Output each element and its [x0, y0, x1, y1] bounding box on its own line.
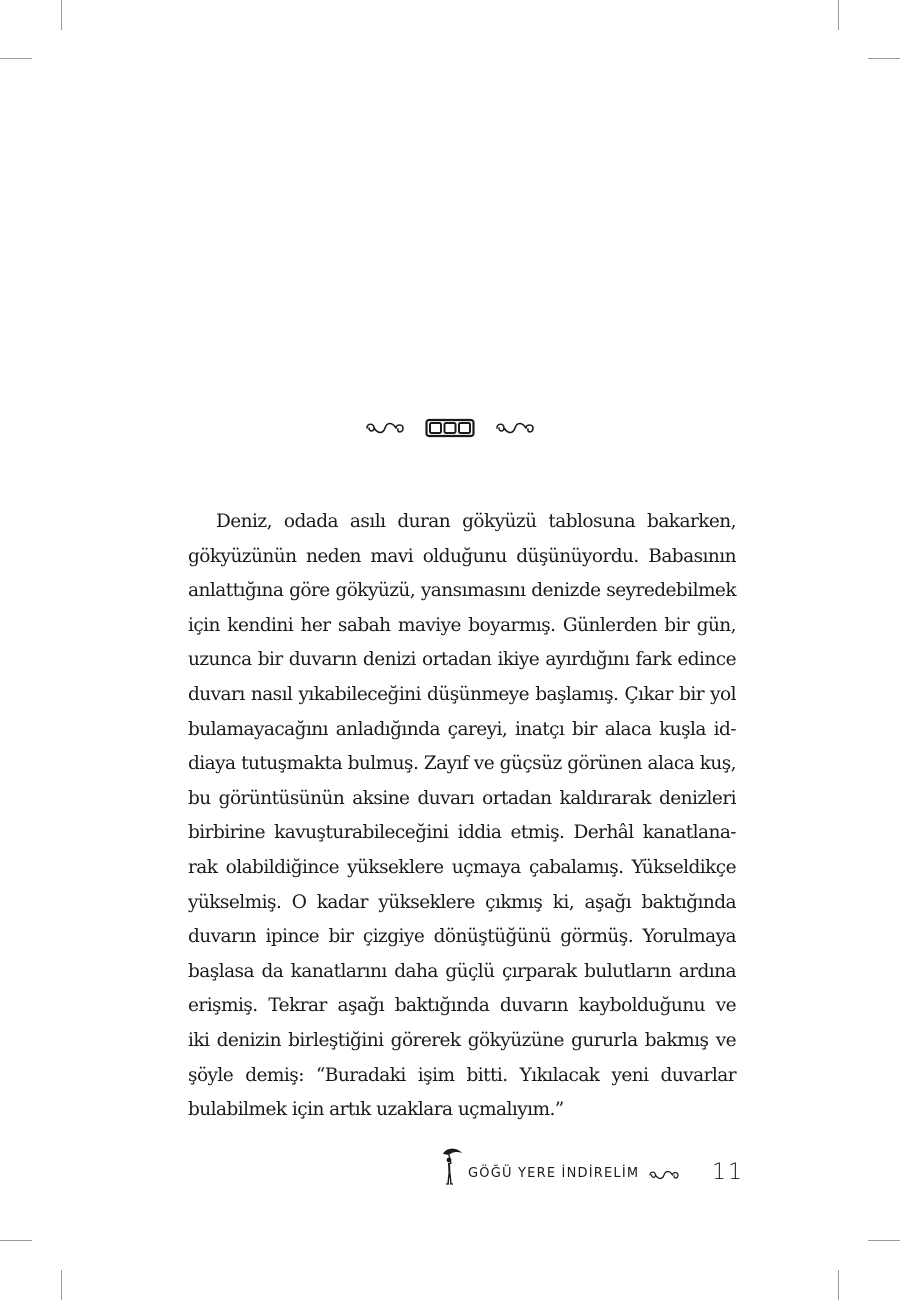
paragraph-line: bulabilmek için artık uzaklara uçmalıyım.”	[188, 1099, 564, 1121]
paragraph-line: Deniz, odada asılı duran gökyüzü tablosuna bakarken,	[216, 511, 736, 532]
page-number: 11	[712, 1160, 744, 1185]
paragraph-line: gökyüzünün neden mavi olduğunu düşünüyordu. Babasının	[188, 545, 736, 567]
paragraph-line: duvarı nasıl yıkabileceğini düşünmeye başlamış. Çıkar bir yol	[188, 683, 736, 705]
paragraph-line: birbirine kavuşturabileceğini iddia etmiş. Derhâl kanatlana-	[188, 822, 736, 844]
paragraph-line: iki denizin birleştiğini görerek gökyüzüne gururla bakmış ve	[188, 1029, 736, 1051]
crop-mark-top-right-vertical	[838, 0, 839, 30]
crop-mark-top-right-horizontal	[868, 58, 900, 59]
story-paragraph	[188, 505, 736, 1128]
crop-mark-top-left-vertical	[61, 0, 62, 30]
crop-mark-top-left-horizontal	[0, 58, 32, 59]
paragraph-line: anlattığına göre gökyüzü, yansımasını denizde seyredebilmek	[188, 580, 736, 602]
swirl-icon	[363, 419, 407, 437]
crop-mark-bottom-right-horizontal	[868, 1240, 900, 1241]
paragraph-line: diaya tutuşmakta bulmuş. Zayıf ve güçsüz görünen alaca kuş,	[188, 753, 736, 775]
section-ornament	[0, 418, 900, 438]
swirl-icon	[493, 419, 537, 437]
running-title: GÖĞÜ YERE İNDİRELİM	[468, 1166, 640, 1181]
paragraph-line: erişmiş. Tekrar aşağı baktığında duvarın kaybolduğunu ve	[188, 995, 736, 1017]
crop-mark-bottom-left-vertical	[61, 1270, 62, 1300]
paragraph-line: başlasa da kanatlarını daha güçlü çırparak bulutların ardına	[188, 960, 736, 982]
paragraph-line: yükselmiş. O kadar yükseklere çıkmış ki, aşağı baktığında	[188, 891, 736, 913]
figure-with-umbrella-icon	[440, 1146, 466, 1190]
crop-mark-bottom-right-vertical	[838, 1270, 839, 1300]
paragraph-line: duvarın ipince bir çizgiye dönüştüğünü görmüş. Yorulmaya	[188, 926, 736, 948]
swirl-icon	[646, 1168, 682, 1182]
page-footer	[440, 1146, 744, 1192]
paragraph-line: için kendini her sabah maviye boyarmış. Günlerden bir gün,	[188, 614, 736, 636]
paragraph-line: bulamayacağını anladığında çareyi, inatçı bir alaca kuşla id-	[188, 718, 736, 740]
paragraph-line: bu görüntüsünün aksine duvarı ortadan kaldırarak denizleri	[188, 787, 736, 809]
paragraph-line: uzunca bir duvarın denizi ortadan ikiye ayırdığını fark edince	[188, 649, 736, 671]
crop-mark-bottom-left-horizontal	[0, 1240, 32, 1241]
paragraph-line: rak olabildiğince yükseklere uçmaya çabalamış. Yükseldikçe	[188, 856, 736, 878]
paragraph-line: şöyle demiş: “Buradaki işim bitti. Yıkılacak yeni duvarlar	[188, 1064, 736, 1086]
three-boxes-icon	[425, 418, 475, 438]
